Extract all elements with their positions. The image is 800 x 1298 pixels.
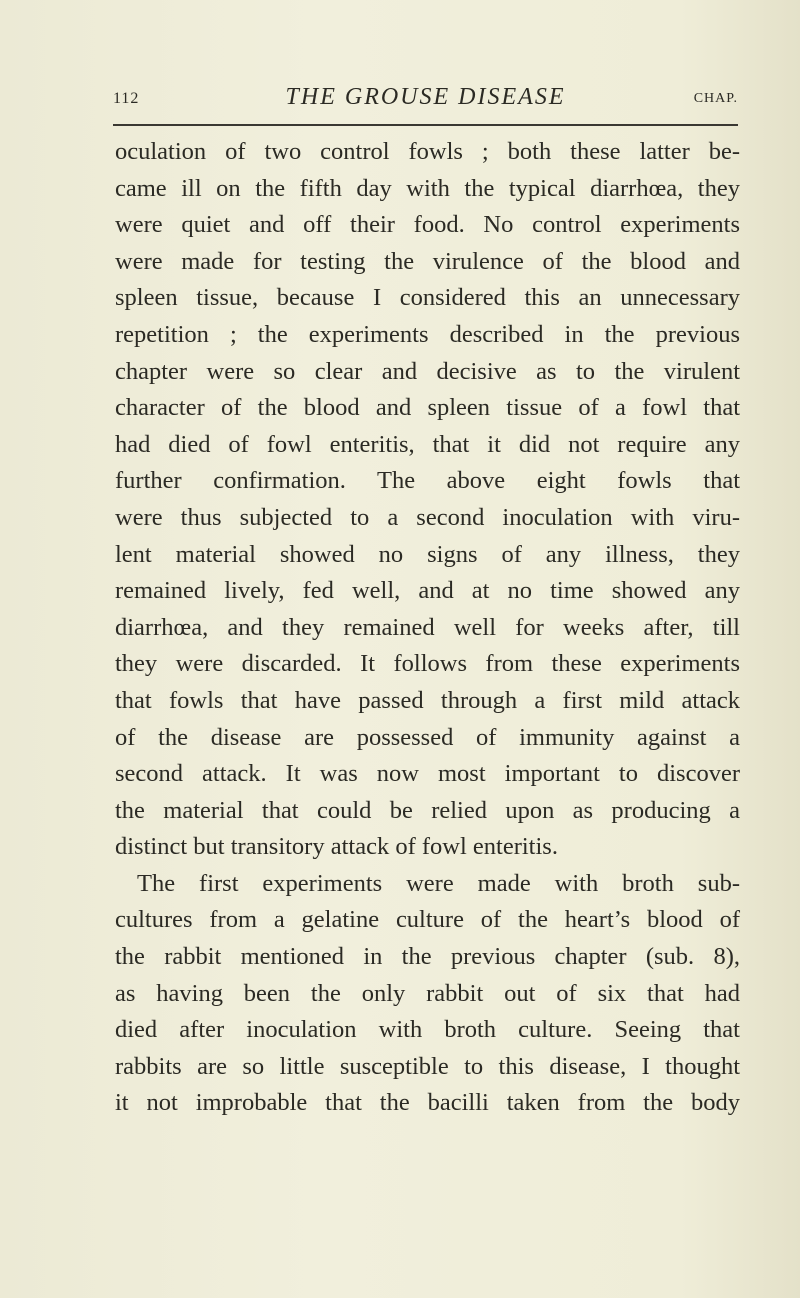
text-line: diarrhœa, and they remained well for weeks after, till: [115, 613, 740, 641]
text-line: it not improbable that the bacilli taken from the body: [115, 1089, 740, 1117]
text-line: distinct but transitory attack of fowl enteritis.: [115, 833, 558, 861]
text-line: of the disease are possessed of immunity against a: [115, 723, 740, 751]
text-line: cultures from a gelatine culture of the heart’s blood of: [115, 906, 740, 934]
text-line: had died of fowl enteritis, that it did not require any: [115, 430, 740, 458]
text-line: repetition ; the experiments described in the previous: [115, 320, 740, 348]
text-line: lent material showed no signs of any illness, they: [115, 540, 740, 568]
chapter-label: CHAP.: [693, 91, 738, 106]
text-line: spleen tissue, because I considered this an unnecessary: [115, 284, 740, 312]
page-header: [113, 84, 738, 114]
text-line: came ill on the fifth day with the typical diarrhœa, they: [115, 174, 740, 202]
text-line: oculation of two control fowls ; both these latter be-: [115, 138, 740, 165]
running-title: THE GROUSE DISEASE: [285, 84, 566, 110]
text-line: the material that could be relied upon as producing a: [115, 796, 740, 824]
text-line: the rabbit mentioned in the previous chapter (sub. 8),: [115, 943, 740, 971]
text-line: they were discarded. It follows from these experiments: [115, 650, 740, 678]
text-line: chapter were so clear and decisive as to the virulent: [115, 357, 740, 385]
text-line: that fowls that have passed through a first mild attack: [115, 686, 740, 714]
text-line: as having been the only rabbit out of six that had: [115, 979, 740, 1007]
text-line: died after inoculation with broth culture. Seeing that: [115, 1016, 740, 1044]
page-number: 112: [113, 90, 140, 107]
text-line: were made for testing the virulence of the blood and: [115, 247, 740, 275]
body-text: [115, 134, 740, 1122]
text-line: were thus subjected to a second inoculation with viru-: [115, 503, 740, 531]
text-line: rabbits are so little susceptible to this disease, I thought: [115, 1052, 740, 1080]
text-line: remained lively, fed well, and at no time showed any: [115, 577, 740, 605]
text-line: The first experiments were made with broth sub-: [137, 869, 740, 897]
text-line: character of the blood and spleen tissue of a fowl that: [115, 394, 740, 422]
text-line: second attack. It was now most important to discover: [115, 760, 740, 788]
text-line: were quiet and off their food. No control experiments: [115, 211, 740, 239]
header-rule: [113, 124, 738, 126]
text-line: further confirmation. The above eight fowls that: [115, 467, 740, 495]
